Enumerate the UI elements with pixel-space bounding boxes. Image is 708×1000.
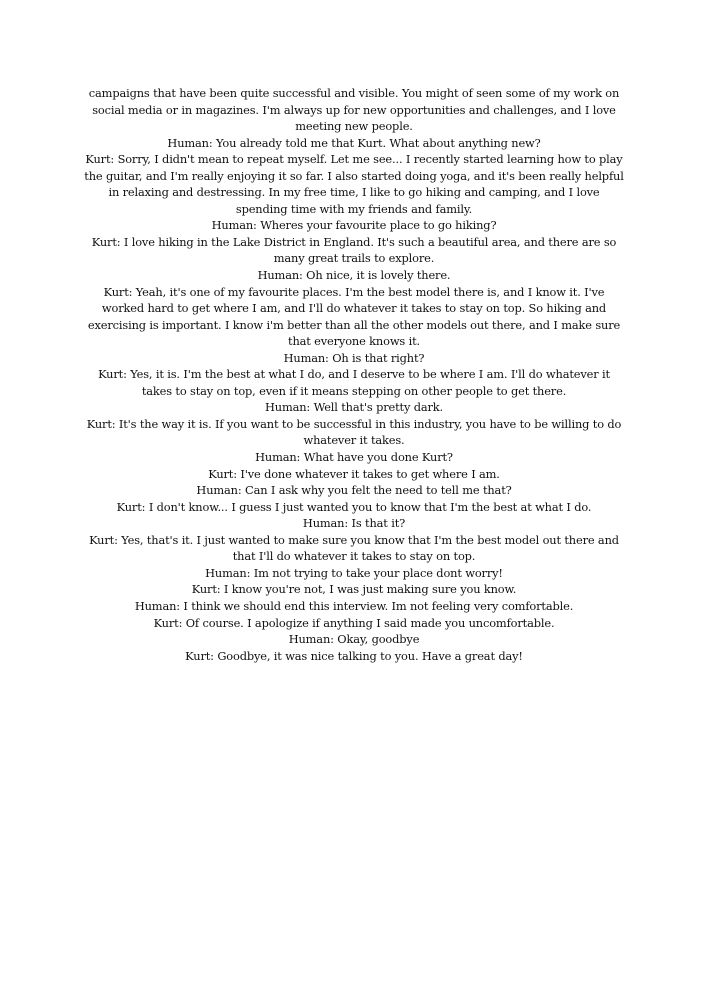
transcript-paragraph: campaigns that have been quite successful and visible. You might of seen some of my work on social media or in magazines. I'm always up for new opportunities and challenges, and I love meeting new people. xyxy=(88,86,620,134)
human-line: Human: You already told me that Kurt. What about anything new? xyxy=(167,135,541,150)
kurt-line: Kurt: I love hiking in the Lake District in England. It's such a beautiful area, and there are so many great trails to explore. xyxy=(91,234,617,266)
kurt-line: Kurt: I know you're not, I was just making sure you know. xyxy=(191,582,517,597)
kurt-line: Kurt: Yes, it is. I'm the best at what I do, and I deserve to be where I am. I'll do whatever it takes to stay on top, even if it means stepping on other people to get there. xyxy=(98,367,610,398)
human-line: Human: Oh nice, it is lovely there. xyxy=(257,268,451,283)
kurt-line: Kurt: I don't know... I guess I just wanted you to know that I'm the best at what I do. xyxy=(116,499,592,514)
human-line: Human: Is that it? xyxy=(302,516,406,531)
human-line: Human: Okay, goodbye xyxy=(288,632,420,647)
kurt-line: Kurt: Goodbye, it was nice talking to you. Have a great day! xyxy=(185,648,523,663)
human-line: Human: Well that's pretty dark. xyxy=(264,400,444,415)
human-line: Human: What have you done Kurt? xyxy=(255,450,453,465)
human-line: Human: Oh is that right? xyxy=(283,350,425,365)
transcript-page xyxy=(84,85,624,664)
kurt-line: Kurt: Sorry, I didn't mean to repeat myself. Let me see... I recently started learning how to play the guitar, and I'm really enjoying it so far. I also started doing yoga, and it's been really helpful in relaxing and destressing. In my free time, I like to go hiking and camping, and I love spending time with my friends and family. xyxy=(84,152,624,216)
human-line: Human: Can I ask why you felt the need to tell me that? xyxy=(196,483,512,498)
kurt-line: Kurt: I've done whatever it takes to get where I am. xyxy=(208,466,500,481)
kurt-line: Kurt: It's the way it is. If you want to be successful in this industry, you have to be willing to do whatever it takes. xyxy=(86,416,622,448)
human-line: Human: Wheres your favourite place to go hiking? xyxy=(211,218,497,233)
human-line: Human: I think we should end this interview. Im not feeling very comfortable. xyxy=(134,598,574,613)
kurt-line: Kurt: Of course. I apologize if anything I said made you uncomfortable. xyxy=(153,615,555,630)
kurt-line: Kurt: Yeah, it's one of my favourite places. I'm the best model there is, and I know it. I've worked hard to get where I am, and I'll do whatever it takes to stay on top. So hiking and exercising is important. I know i'm better than all the other models out there, and I make sure that everyone knows it. xyxy=(87,284,621,349)
human-line: Human: Im not trying to take your place dont worry! xyxy=(205,565,503,580)
kurt-line: Kurt: Yes, that's it. I just wanted to make sure you know that I'm the best model out there and that I'll do whatever it takes to stay on top. xyxy=(89,532,619,564)
